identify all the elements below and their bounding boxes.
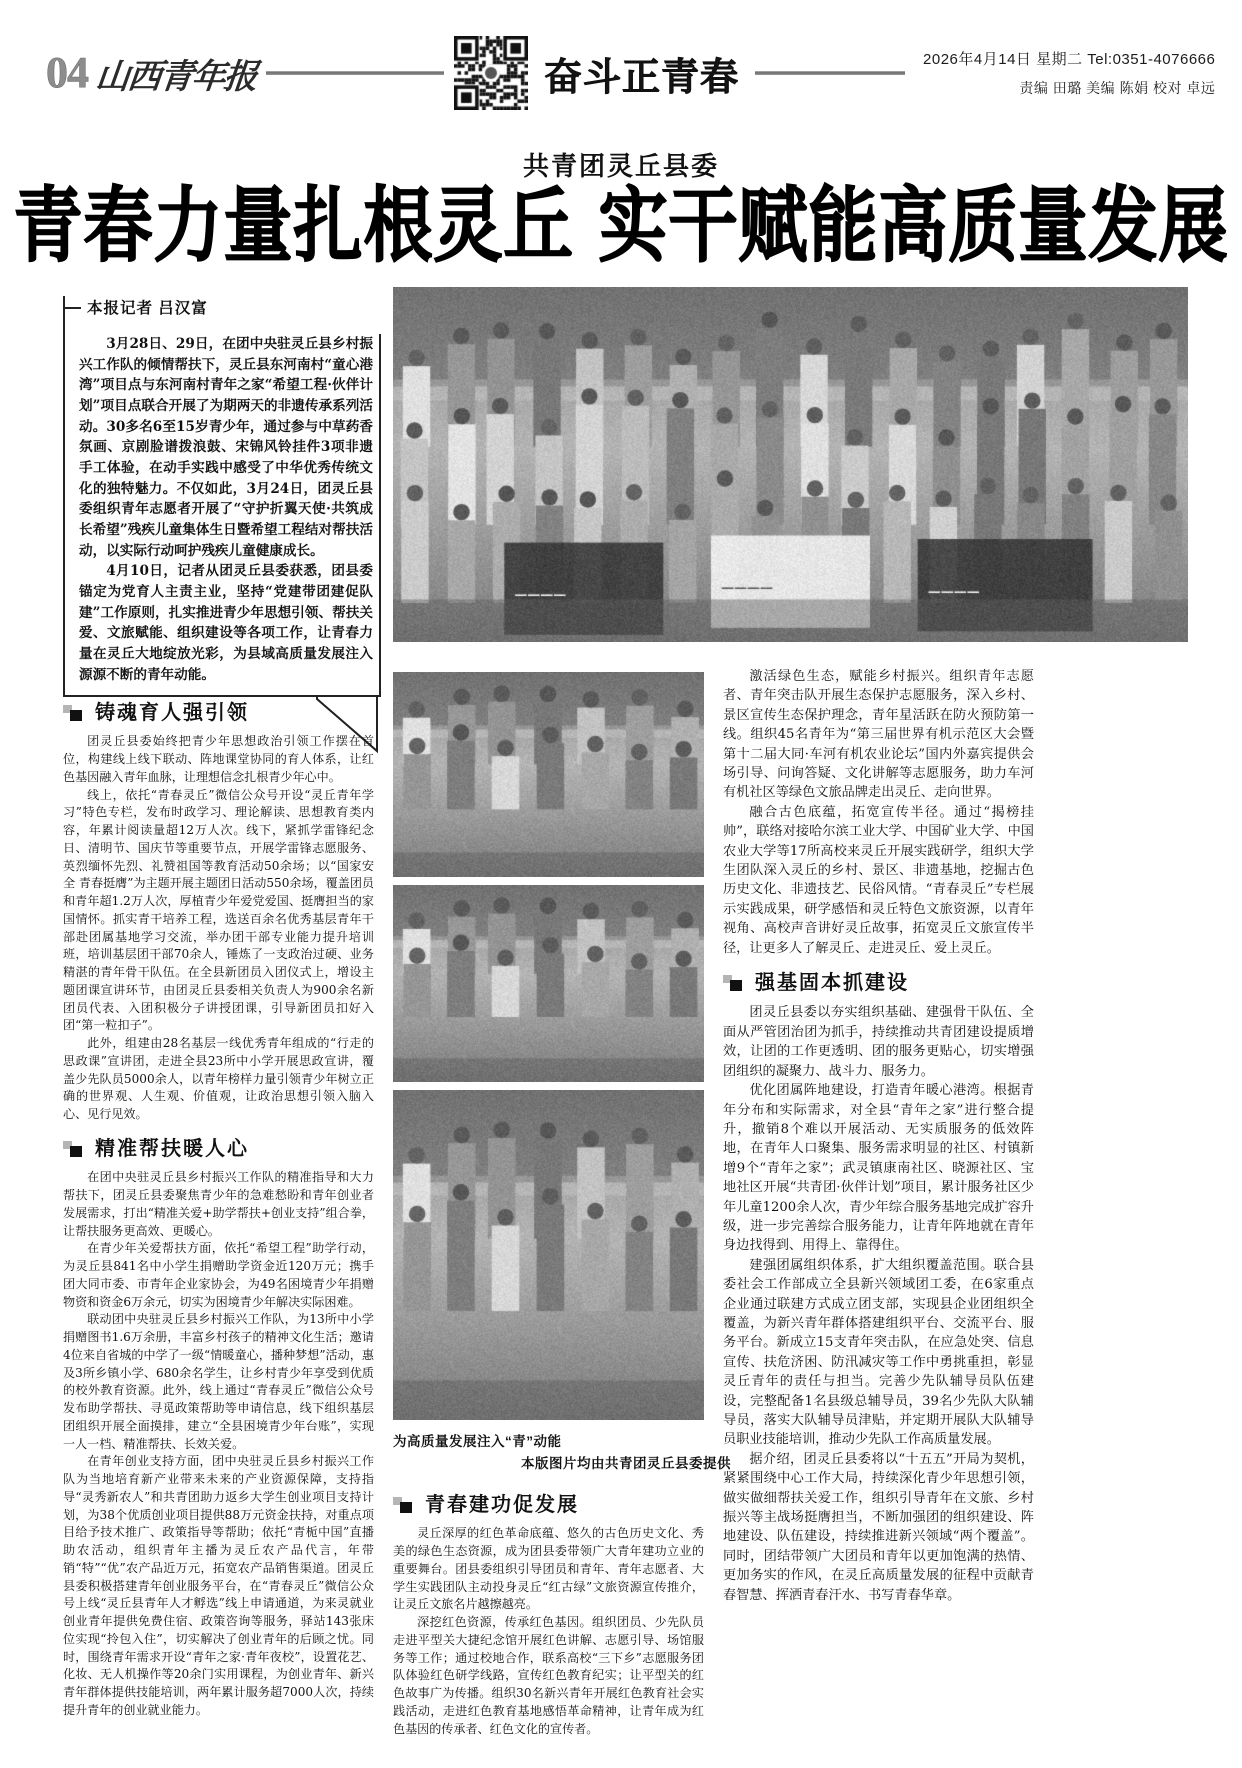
- paper-name: 山西青年报: [93, 56, 258, 97]
- body-paragraph: 团灵丘县委以夯实组织基础、建强骨干队伍、全面从严管团治团为抓手，持续推动共青团建设提质增效，让团的工作更透明、团的服务更贴心，切实增强团组织的凝聚力、战斗力、服务力。: [723, 1005, 1034, 1079]
- masthead-rule-left: [266, 71, 444, 75]
- lead-box: [63, 296, 381, 697]
- section-title: 铸魂育人强引领: [95, 700, 249, 724]
- body-paragraph: 团灵丘县委始终把青少年思想政治引领工作摆在首位，构建线上线下联动、阵地课堂协同的育人体系，让红色基因融入青年血脉，让理想信念扎根青少年心中。: [63, 734, 374, 784]
- group-photo-university-banners: [393, 287, 1188, 642]
- body-paragraph: 线上，依托“青春灵丘”微信公众号开设“灵丘青年学习”特色专栏，发布时政学习、理论解读、思想教育类内容，年累计阅读量超12万人次。线下，紧抓学雷锋纪念日、清明节、国庆节等重要节点，开展学雷锋志愿服务、英烈缅怀先烈、礼赞祖国等教育活动50余场；以“国家安全 青春挺膺”为主题开展主题团日活动550余场，覆盖团员和青年超1.2万人次，厚植青少年爱党爱国、挺膺担当的家国情怀。抓实青干培养工程，选送百余名优秀基层青年干部赴团属基地学习交流，举办团干部专业能力提升培训班，培训基层团干部70余人，锤炼了一支政治过硬、业务精湛的青年骨干队伍。在全县新团员入团仪式上，增设主题团课宣讲环节，由团灵丘县委相关负责人为900余名新团员代表、入团积极分子讲授团课，引导新团员扣好入团“第一粒扣子”。: [63, 787, 374, 1033]
- masthead-rule-right: [755, 71, 905, 75]
- body-paragraph: 融合古色底蕴，拓宽宣传半径。通过“揭榜挂帅”，联络对接哈尔滨工业大学、中国矿业大学、中国农业大学等17所高校来灵丘开展实践研学，组织大学生团队深入灵丘的乡村、景区、非遗基地，挖掘古色历史文化、非遗技艺、民俗风情。“青春灵丘”专栏展示实践成果，研学感悟和灵丘特色文旅资源，以青年视角、高校声音讲好灵丘故事，拓宽灵丘文旅宣传半径，让更多人了解灵丘、走进灵丘、爱上灵丘。: [723, 804, 1034, 956]
- youth-night-school-photo: [393, 1090, 704, 1420]
- body-paragraph: 优化团属阵地建设，打造青年暖心港湾。根据青年分布和实际需求，对全县“青年之家”进行整合提升，撤销8个难以开展活动、无实质服务的低效阵地，在青年人口聚集、服务需求明显的社区、村镇新增9个“青年之家”；武灵镇康南社区、晓源社区、宝地社区开展“共青团·伙伴计划”项目，累计服务社区少年儿童1200余人次，青少年综合服务基地完成扩容升级，进一步完善综合服务能力，让青年阵地就在青年身边找得到、用得上、靠得住。: [723, 1083, 1034, 1254]
- page-title: 青春力量扎根灵丘 实干赋能高质量发展: [13, 178, 1229, 274]
- section-heading-1: [63, 698, 374, 727]
- body-paragraph: 建强团属组织体系，扩大组织覆盖范围。联合县委社会工作部成立全县新兴领域团工委，在6家重点企业通过联建方式成立团支部，实现县企业团组织全覆盖，为新兴青年群体搭建组织平台、交流平台、服务平台。新成立15支青年突击队，在应急处突、信息宣传、扶危济困、防汛减灾等工作中勇挑重担，彰显灵丘青年的责任与担当。完善少先队辅导员队伍建设，完整配备1名县级总辅导员，39名少先队大队辅导员，落实大队辅导员津贴，并定期开展队大队辅导员职业技能培训，推动少先队工作高质量发展。: [723, 1257, 1034, 1448]
- body-paragraph: 激活绿色生态，赋能乡村振兴。组织青年志愿者、青年突击队开展生态保护志愿服务，深入乡村、景区宣传生态保护理念，青年星活跃在防火预防第一线。组织45名青年为“第三届世界有机示范区大会暨第十二届大同·车河有机农业论坛”国内外嘉宾提供会场引导、问询答疑、文化讲解等志愿服务，助力车河有机社区等绿色文旅品牌走出灵丘、走向世界。: [723, 669, 1034, 801]
- section-heading-4: [723, 968, 1034, 997]
- body-paragraph: 此外，组建由28名基层一线优秀青年组成的“行走的思政课”宣讲团，走进全县23所中小学开展思政宣讲，覆盖少先队员5000余人，以青年榜样力量引领青少年树立正确的世界观、人生观、价值观，让政治思想引领入脑入心、见行见效。: [63, 1036, 374, 1122]
- editor-credits: 责编 田璐 美编 陈娟 校对 卓远: [1019, 80, 1216, 96]
- square-bullet-icon: [723, 975, 743, 991]
- square-bullet-icon: [63, 1141, 83, 1157]
- issue-date: 2026年4月14日 星期二 Tel:0351-4076666: [923, 51, 1216, 68]
- body-paragraph: 据介绍，团灵丘县委将以“十五五”开局为契机，紧紧围绕中心工作大局，持续深化青少年思想引领，做实做细帮扶关爱工作，组织引导青年在文旅、乡村振兴等主战场挺膺担当，不断加强团的组织建设、阵地建设、队伍建设，持续推进新兴领域“两个覆盖”。同时，团结带领广大团员和青年以更加饱满的热情、更加务实的作风，在灵丘高质量发展的征程中贡献青春智慧、挥洒青春汗水、书写青春华章。: [723, 1451, 1034, 1603]
- body-paragraph: 联动团中央驻灵丘县乡村振兴工作队，为13所中小学捐赠图书1.6万余册，丰富乡村孩子的精神文化生活；邀请4位来自省城的中学了一级“情暖童心，播种梦想”活动，惠及3所乡镇小学、680余名学生，让乡村青少年享受到优质的校外教育资源。此外，线上通过“青春灵丘”微信公众号发布助学帮扶、寻觅政策帮助等申请信息，线下组织基层团组织开展全面摸排，建立“全县困境青少年台账”，实现一人一档、精准帮扶、长效关爱。: [63, 1312, 374, 1451]
- section-title: 青春建功促发展: [425, 1492, 579, 1516]
- lead-frame: [63, 296, 381, 697]
- shoulder-title: 共青团灵丘县委: [522, 152, 719, 182]
- lead-paragraph: 4月10日，记者从团灵丘县委获悉，团县委锚定为党育人主责主业，坚持“党建带团建促队建”工作原则，扎实推进青少年思想引领、帮扶关爱、文旅赋能、组织建设等各项工作，让青春力量在灵丘大地绽放光彩，为县域高质量发展注入源源不断的青年动能。: [79, 563, 373, 683]
- masthead: [46, 36, 1216, 110]
- section-heading-3: [393, 1490, 704, 1519]
- section-title: 强基固本抓建设: [755, 970, 909, 995]
- section-heading-2: [63, 1134, 374, 1163]
- body-paragraph: 深挖红色资源，传承红色基因。组织团员、少先队员走进平型关大捷纪念馆开展红色讲解、志愿引导、场馆服务等工作；通过校地合作，联系高校“三下乡”志愿服务团队体验红色研学线路，宣传红色教育纪实；让平型关的红色故事广为传播。组织30名新兴青年开展红色教育社会实践活动，走进红色教育基地感悟革命精神，让青年成为红色基因的传承者、红色文化的宣传者。: [393, 1615, 704, 1736]
- body-paragraph: 灵丘深厚的红色革命底蕴、悠久的古色历史文化、秀美的绿色生态资源，成为团县委带领广大青年建功立业的重要舞台。团县委组织引导团员和青年、青年志愿者、大学生实践团队主动投身灵丘“红古绿”文旅资源宣传推介，让灵丘文旅名片越擦越亮。: [393, 1526, 704, 1612]
- square-bullet-icon: [393, 1497, 413, 1513]
- lead-paragraph: 3月28日、29日，在团中央驻灵丘县乡村振兴工作队的倾情帮扶下，灵丘县东河南村“童心港湾”项目点与东河南村青年之家“希望工程·伙伴计划”项目点联合开展了为期两天的非遗传承系列活动。30多名6至15岁青少年，通过参与中草药香氛画、京剧脸谱拨浪鼓、宋锦风铃挂件3项非遗手工体验，在动手实践中感受了中华优秀传统文化的独特魅力。不仅如此，3月24日，团灵丘县委组织青年志愿者开展了“守护折翼天使·共筑成长希望”残疾儿童集体生日暨希望工程结对帮扶活动，以实际行动呵护残疾儿童健康成长。: [79, 336, 373, 559]
- masthead-info: [915, 48, 1215, 98]
- section-title: 精准帮扶暖人心: [95, 1135, 249, 1160]
- body-paragraph: 在青少年关爱帮扶方面，依托“希望工程”助学行动，为灵丘县841名中小学生捐赠助学资金近120万元；携手团大同市委、市青年企业家协会，为49名困境青少年捐赠物资和资金6万余元，切实为困境青少年解决实际困难。: [63, 1241, 374, 1309]
- children-activity-photo: [393, 885, 704, 1082]
- page-number: 04: [46, 48, 88, 97]
- body-paragraph: 在团中央驻灵丘县乡村振兴工作队的精准指导和大力帮扶下，团灵丘县委聚焦青少年的急难愁盼和青年创业者发展需求，打出“精准关爱+助学帮扶+创业支持”组合拳，让帮扶服务更高效、更暖心。: [63, 1170, 374, 1238]
- column-middle: [393, 1480, 704, 1738]
- byline: 本报记者 吕汉富: [65, 296, 381, 318]
- lead-body: [65, 334, 381, 697]
- masthead-slogan: 奋斗正青春: [544, 53, 740, 99]
- photo-credit: 本版图片均由共青团灵丘县委提供: [521, 1456, 731, 1471]
- column-left: [63, 688, 374, 1720]
- photo-caption: 为高质量发展注入“青”动能: [393, 1434, 562, 1449]
- body-paragraph: 在青年创业支持方面，团中央驻灵丘县乡村振兴工作队为当地培育新产业带来未来的产业资源保障，支持指导“灵秀新农人”和共青团助力返乡大学生创业项目支持计划，为38个优质创业项目提供88万元资金扶持，对重点项目给予技术推广、政策指导等帮助；依托“青栀中国”直播助农活动，组织青年主播为灵丘农产品代言，年带销“特”“优”农产品近万元，拓宽农产品销售渠道。团灵丘县委积极搭建青年创业服务平台，在“青春灵丘”微信公众号上线“灵丘县青年人才孵选”线上申请通道，为来灵就业创业青年提供免费住宿、政策咨询等服务，驿站143张床位实现“拎包入住”，切实解决了创业青年的后顾之忧。同时，围绕青年需求开设“青年之家·青年夜校”，设置花艺、化妆、无人机操作等20余门实用课程，为创业青年、新兴青年群体提供技能培训，两年累计服务超7000人次，持续提升青年的创业就业能力。: [63, 1454, 374, 1717]
- square-bullet-icon: [63, 705, 83, 721]
- certificate-ceremony-photo: [393, 672, 704, 877]
- qr-code[interactable]: [454, 36, 528, 110]
